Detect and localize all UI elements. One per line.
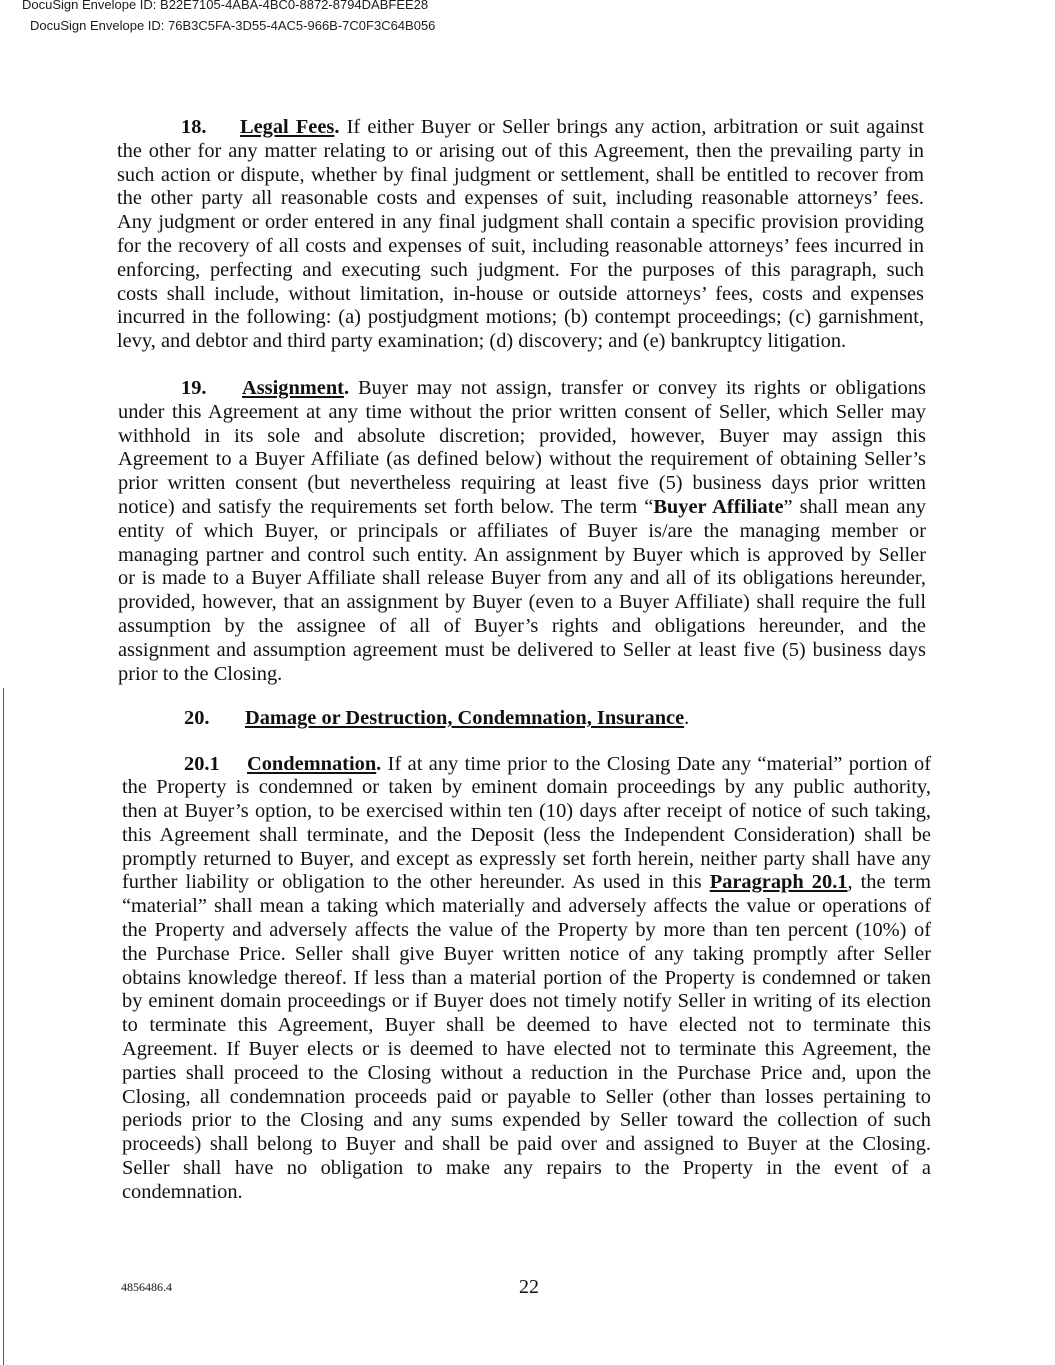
text-line: incurred in the following: (a) postjudgment motions; (b) contempt proceedings; (c) garnishment, [117,306,924,329]
text-line: periods prior to the Closing and any sums expended by Seller toward the collection of such [122,1109,931,1132]
text-line: “material” shall mean a taking which materially and adversely affects the value or operations of [122,895,931,918]
text-line: or is made to a Buyer Affiliate shall release Buyer from any and all of its obligations hereunder, [118,567,926,590]
text-line: costs shall include, without limitation, in-house or outside attorneys’ fees, costs and expenses [117,282,924,305]
text-line: proceeds) shall belong to Buyer and shall be paid over and assigned to Buyer at the Closing. [122,1133,931,1156]
section-title: Assignment [242,377,344,399]
text-line: the other party all reasonable costs and expenses of suit, including reasonable attorneys’ fees. [117,187,924,210]
text-line: parties shall proceed to the Closing without a reduction in the Purchase Price and, upon the [122,1061,931,1084]
text-line [117,116,924,140]
section-number: 19. [181,377,207,399]
section-number: 20.1 [184,752,220,775]
text-line: Agreement. If Buyer elects or is deemed to have elected not to terminate this Agreement, the [122,1038,931,1061]
text-line: the Purchase Price. Seller shall give Buyer written notice of any taking promptly after Seller [122,942,931,965]
text-line: obtains knowledge thereof. If less than a material portion of the Property is condemned or taken [122,966,931,989]
section-number: 18. [181,116,207,138]
text-line: the other for any matter relating to or arising out of this Agreement, then the prevailing party in [117,139,924,162]
section-text: Buyer may not assign, transfer or convey its rights or obligations [349,377,926,399]
text-line: promptly returned to Buyer, and except as expressly set forth herein, neither party shall have any [122,847,931,870]
section-title: Condemnation [247,752,377,775]
envelope-id-header-2: DocuSign Envelope ID: 76B3C5FA-3D55-4AC5-966B-7C0F3C64B056 [30,18,436,33]
text-line: Closing, all condemnation proceeds paid or payable to Seller (other than losses pertaining to [122,1085,931,1108]
section-title: Damage or Destruction, Condemnation, Insurance [245,707,685,729]
text-line: assignment and assumption agreement must be delivered to Seller at least five (5) business days [118,638,926,661]
text-line: the Property is condemned or taken by eminent domain proceedings by any public authority, [122,776,931,799]
section-title: Legal Fees [240,116,335,138]
text-line: Seller shall have no obligation to make any repairs to the Property in the event of a [122,1157,931,1180]
section-text: , the term [847,871,931,894]
section-text: ” shall mean any [783,495,926,518]
text-line [118,496,926,520]
text-line: such action or dispute, whether by final judgment or settlement, shall be entitled to recover from [117,163,924,186]
text-line [122,753,931,777]
section-title-punct: . [334,116,340,138]
text-line [122,707,931,731]
text-line: to terminate this Agreement, Buyer shall be deemed to have elected not to terminate this [122,1014,931,1037]
text-line: this Agreement shall terminate, and the Deposit (less the Independent Consideration) shall be [122,823,931,846]
text-line: levy, and debtor and third party examination; (d) discovery; and (e) bankruptcy litigation. [117,330,847,353]
defined-term: Buyer Affiliate [653,495,784,518]
page-number: 22 [519,1276,539,1298]
text-line: prior to the Closing. [118,662,283,685]
text-line: by eminent domain proceedings or if Buyer does not timely notify Seller in writing of its election [122,990,931,1013]
text-line: Any judgment or order entered in any final judgment shall contain a specific provision providing [117,211,924,234]
section-20-1-condemnation [122,753,931,1205]
scan-edge-line [3,688,4,1365]
section-20-heading [122,707,931,731]
paragraph-reference: Paragraph 20.1 [709,871,848,894]
section-text: If either Buyer or Seller brings any action, arbitration or suit against [339,116,925,138]
text-line: entity of which Buyer, or principals or affiliates of Buyer is/are the managing member or [118,519,926,542]
text-line [118,377,926,401]
text-line: then at Buyer’s option, to be exercised within ten (10) days after receipt of notice of such taking, [122,800,931,823]
text-line: under this Agreement at any time without the prior written consent of Seller, which Seller may [118,400,926,423]
text-line: assumption by the assignee of all of Buyer’s rights and obligations hereunder, and the [118,614,926,637]
section-18-legal-fees [117,116,924,354]
section-title-punct: . [343,377,350,399]
section-text: If at any time prior to the Closing Date any “material” portion of [381,752,931,775]
text-line: for the recovery of all costs and expenses of suit, including reasonable attorneys’ fees incurred in [117,234,924,257]
text-line: managing partner and control such entity. An assignment by Buyer which is approved by Seller [118,543,926,566]
section-title-punct: . [684,707,690,729]
envelope-id-header-1: DocuSign Envelope ID: B22E7105-4ABA-4BC0-8872-8794DABFEE28 [22,0,429,12]
text-line: provided, however, that an assignment by Buyer (even to a Buyer Affiliate) shall require the full [118,591,926,614]
section-19-assignment [118,377,926,686]
text-line: enforcing, perfecting and executing such judgment. For the purposes of this paragraph, such [117,258,924,281]
text-line: the Property and adversely affects the value of the Property by more than ten percent (10%) of [122,919,931,942]
text-line: withhold in its sole and absolute discretion; provided, however, Buyer may assign this [118,424,926,447]
text-line: condemnation. [122,1180,243,1203]
section-title-punct: . [376,752,382,775]
text-line: prior written consent (but nevertheless requiring at least five (5) business days prior written [118,472,926,495]
section-text: notice) and satisfy the requirements set forth below. The term “ [118,495,654,518]
text-line [122,871,931,895]
document-number: 4856486.4 [121,1280,172,1294]
section-text: further liability or obligation to the other hereunder. As used in this [122,871,710,894]
section-number: 20. [184,707,210,729]
text-line: Agreement to a Buyer Affiliate (as defined below) without the requirement of obtaining Seller’s [118,448,926,471]
